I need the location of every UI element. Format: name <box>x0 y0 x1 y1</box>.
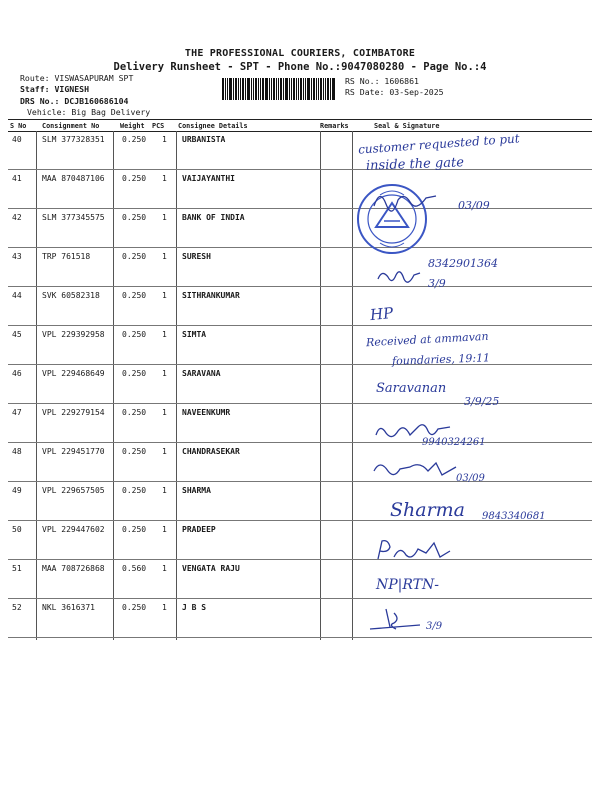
col-pcs: PCS <box>152 122 165 130</box>
row-consignment: VPL 229451770 <box>42 447 105 456</box>
barcode <box>222 78 340 100</box>
handwritten-phone: 8342901364 <box>428 257 498 270</box>
barcode-bar <box>283 78 284 100</box>
barcode-bar <box>225 78 226 100</box>
barcode-bar <box>305 78 306 100</box>
barcode-bar <box>238 78 239 100</box>
row-weight: 0.250 <box>122 369 147 378</box>
handwritten-status: NP|RTN- <box>376 577 439 593</box>
barcode-bar <box>242 78 244 100</box>
row-consignee: PRADEEP <box>182 525 216 534</box>
barcode-bar <box>320 78 322 100</box>
row-weight: 0.250 <box>122 291 147 300</box>
row-pcs: 1 <box>162 213 167 222</box>
handwritten-phone: 9843340681 <box>482 511 546 522</box>
row-weight: 0.250 <box>122 447 147 456</box>
row-weight: 0.250 <box>122 252 147 261</box>
seal-signature-area <box>330 131 592 640</box>
barcode-bar <box>289 78 290 100</box>
row-consignment: VPL 229447602 <box>42 525 105 534</box>
handwritten-date: 3/9 <box>426 621 443 632</box>
row-sno: 45 <box>12 330 22 339</box>
barcode-bar <box>262 78 264 100</box>
barcode-bar <box>273 78 275 100</box>
barcode-bar <box>271 78 272 100</box>
row-consignee: SHARMA <box>182 486 211 495</box>
signature-scribble <box>370 457 460 483</box>
row-weight: 0.560 <box>122 564 147 573</box>
handwritten-note: Received at ammavan <box>365 329 489 350</box>
row-sno: 41 <box>12 174 22 183</box>
barcode-bar <box>296 78 297 100</box>
row-sno: 43 <box>12 252 22 261</box>
barcode-bar <box>285 78 288 100</box>
row-consignee: VAIJAYANTHI <box>182 174 235 183</box>
row-consignee: URBANISTA <box>182 135 226 144</box>
row-weight: 0.250 <box>122 213 147 222</box>
row-sno: 50 <box>12 525 22 534</box>
row-consignee: SARAVANA <box>182 369 221 378</box>
signature-scribble <box>374 537 454 565</box>
barcode-bar <box>276 78 277 100</box>
row-consignee: CHANDRASEKAR <box>182 447 240 456</box>
row-pcs: 1 <box>162 369 167 378</box>
barcode-bar <box>240 78 241 100</box>
row-sno: 46 <box>12 369 22 378</box>
signature-scribble <box>370 186 440 214</box>
row-consignment: SVK 60582318 <box>42 291 100 300</box>
row-weight: 0.250 <box>122 603 147 612</box>
row-consignee: SURESH <box>182 252 211 261</box>
barcode-bar <box>316 78 317 100</box>
handwritten-date: 3/9 <box>428 277 446 290</box>
handwritten-date: 3/9/25 <box>464 395 500 408</box>
barcode-bar <box>280 78 282 100</box>
row-consignment: VPL 229657505 <box>42 486 105 495</box>
header-top-rule <box>8 119 592 120</box>
signature-scribble <box>366 605 426 635</box>
row-weight: 0.250 <box>122 174 147 183</box>
drs-label: DRS No.: DCJB160686104 <box>20 96 129 106</box>
col-sno: S No <box>10 122 27 130</box>
row-consignment: MAA 870487106 <box>42 174 105 183</box>
col-remarks: Remarks <box>320 122 349 130</box>
barcode-bar <box>251 78 252 100</box>
row-weight: 0.250 <box>122 525 147 534</box>
row-pcs: 1 <box>162 447 167 456</box>
col-seal: Seal & Signature <box>374 122 440 130</box>
handwritten-date: 03/09 <box>456 473 485 484</box>
row-consignee: NAVEENKUMR <box>182 408 231 417</box>
handwritten-note: inside the gate <box>365 155 465 174</box>
row-pcs: 1 <box>162 330 167 339</box>
row-pcs: 1 <box>162 564 167 573</box>
row-sno: 49 <box>12 486 22 495</box>
row-pcs: 1 <box>162 252 167 261</box>
handwritten-signature-name: Saravanan <box>376 381 447 396</box>
row-consignment: VPL 229279154 <box>42 408 105 417</box>
handwritten-date: 03/09 <box>458 199 490 212</box>
row-sno: 40 <box>12 135 22 144</box>
barcode-bar <box>253 78 254 100</box>
row-pcs: 1 <box>162 525 167 534</box>
staff-label: Staff: VIGNESH <box>20 84 90 94</box>
col-weight: Weight <box>120 122 145 130</box>
barcode-bar <box>298 78 299 100</box>
route-label: Route: VISWASAPURAM SPT <box>20 73 134 83</box>
barcode-bar <box>255 78 257 100</box>
row-weight: 0.250 <box>122 330 147 339</box>
rs-number: RS No.: 1606861 <box>345 76 419 86</box>
row-sno: 51 <box>12 564 22 573</box>
row-consignment: NKL 3616371 <box>42 603 95 612</box>
row-weight: 0.250 <box>122 135 147 144</box>
row-weight: 0.250 <box>122 408 147 417</box>
row-weight: 0.250 <box>122 486 147 495</box>
barcode-bar <box>265 78 268 100</box>
handwritten-initials: HP <box>369 303 395 325</box>
row-consignment: MAA 708726868 <box>42 564 105 573</box>
handwritten-phone: 9940324261 <box>422 437 486 448</box>
row-pcs: 1 <box>162 486 167 495</box>
barcode-bar <box>269 78 270 100</box>
vehicle-label: Vehicle: Big Bag Delivery <box>27 107 151 117</box>
row-pcs: 1 <box>162 603 167 612</box>
row-consignment: VPL 229468649 <box>42 369 105 378</box>
barcode-bar <box>293 78 295 100</box>
company-title: THE PROFESSIONAL COURIERS, COIMBATORE <box>184 48 416 59</box>
barcode-bar <box>247 78 250 100</box>
handwritten-signature-name: Sharma <box>390 499 466 521</box>
barcode-bar <box>258 78 259 100</box>
row-consignment: TRP 761518 <box>42 252 91 261</box>
rs-date: RS Date: 03-Sep-2025 <box>345 87 444 97</box>
col-consignee: Consignee Details <box>178 122 248 130</box>
barcode-bar <box>222 78 224 100</box>
barcode-bar <box>327 78 329 100</box>
tamil-signature-scribble <box>374 265 424 289</box>
barcode-bar <box>311 78 312 100</box>
handwritten-note: customer requested to put <box>357 131 521 157</box>
row-consignment: SLM 377328351 <box>42 135 105 144</box>
row-consignee: J B S <box>182 603 207 612</box>
row-sno: 44 <box>12 291 22 300</box>
barcode-bar <box>260 78 261 100</box>
barcode-bar <box>291 78 292 100</box>
row-sno: 52 <box>12 603 22 612</box>
runsheet-subtitle: Delivery Runsheet - SPT - Phone No.:9047080280 - Page No.:4 <box>113 61 487 73</box>
barcode-bar <box>325 78 326 100</box>
row-consignee: SITHRANKUMAR <box>182 291 240 300</box>
barcode-bar <box>330 78 331 100</box>
barcode-bar <box>229 78 232 100</box>
barcode-bar <box>245 78 246 100</box>
col-consignment: Consignment No <box>42 122 100 130</box>
row-sno: 42 <box>12 213 22 222</box>
barcode-bar <box>235 78 237 100</box>
barcode-bar <box>233 78 234 100</box>
barcode-bar <box>323 78 324 100</box>
barcode-bar <box>278 78 279 100</box>
barcode-bar <box>313 78 315 100</box>
barcode-bar <box>307 78 310 100</box>
barcode-bar <box>303 78 304 100</box>
barcode-bar <box>227 78 228 100</box>
handwritten-note: foundaries, 19:11 <box>391 351 491 368</box>
row-sno: 48 <box>12 447 22 456</box>
barcode-bar <box>300 78 302 100</box>
row-consignee: BANK OF INDIA <box>182 213 245 222</box>
row-sno: 47 <box>12 408 22 417</box>
row-pcs: 1 <box>162 408 167 417</box>
row-consignee: VENGATA RAJU <box>182 564 240 573</box>
row-pcs: 1 <box>162 174 167 183</box>
row-consignee: SIMTA <box>182 330 207 339</box>
row-pcs: 1 <box>162 291 167 300</box>
row-pcs: 1 <box>162 135 167 144</box>
barcode-bar <box>332 78 335 100</box>
row-consignment: VPL 229392958 <box>42 330 105 339</box>
barcode-bar <box>318 78 319 100</box>
row-consignment: SLM 377345575 <box>42 213 105 222</box>
